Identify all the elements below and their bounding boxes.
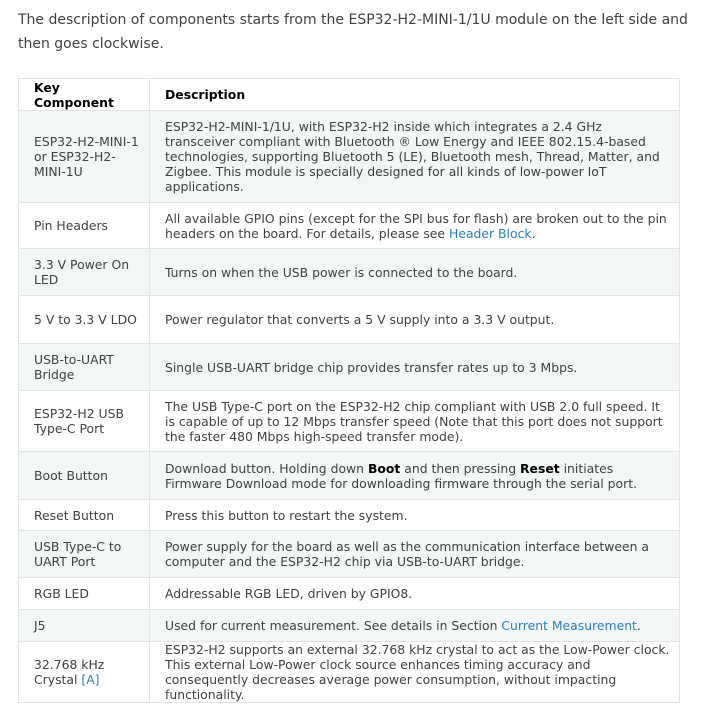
component-cell: USB Type-C to UART Port [19,531,150,578]
description-cell: Press this button to restart the system. [150,500,680,531]
description-text: Used for current measurement. See details in Section [165,618,502,633]
intro-paragraph: The description of components starts from the ESP32-H2-MINI-1/1U module on the left side and then goes clockwise. [18,12,688,52]
description-text: and then pressing [400,460,520,476]
component-cell [19,642,150,703]
description-text: . [636,618,641,633]
description-text: Download button. Holding down [165,460,368,476]
description-cell: Turns on when the USB power is connected to the board. [150,249,680,296]
table-row [19,642,680,703]
component-cell: USB-to-UART Bridge [19,344,150,391]
component-cell: Boot Button [19,452,150,500]
table-row [19,344,680,391]
component-cell: Pin Headers [19,203,150,249]
description-text: initiates Firmware Download mode for downloading firmware through the serial port. [165,460,638,491]
table-row [19,296,680,344]
description-cell: Single USB-UART bridge chip provides transfer rates up to 3 Mbps. [150,344,680,391]
table-row [19,391,680,452]
description-text: All available GPIO pins (except for the SPI bus for flash) are broken out to the pin headers on the board. For details, please see [165,210,667,241]
description-cell [150,452,680,500]
description-cell [150,610,680,642]
header-key-component: Key Component [19,79,150,111]
table-row [19,452,680,500]
current-measurement-link[interactable]: Current Measurement [501,618,637,633]
table-header-row [19,79,680,111]
component-cell: ESP32-H2 USB Type-C Port [19,391,150,452]
description-cell: Power regulator that converts a 5 V supply into a 3.3 V output. [150,296,680,344]
boot-bold-text: Boot [367,460,401,476]
table-row [19,500,680,531]
component-cell: 3.3 V Power On LED [19,249,150,296]
header-block-link[interactable]: Header Block [449,225,532,241]
header-description: Description [150,79,680,111]
reset-bold-text: Reset [520,460,560,476]
component-cell: RGB LED [19,578,150,610]
description-text: . [531,225,536,241]
description-cell: ESP32-H2-MINI-1/1U, with ESP32-H2 inside which integrates a 2.4 GHz transceiver compliant with Bluetooth ® Low Energy and IEEE 802.15.4-based technologies, supporting Bluetooth 5 (LE), Bluetooth mesh, Thread, Matter, and Zigbee. This module is specially designed for all kinds of low-power IoT applications. [150,111,680,203]
table-row [19,203,680,249]
description-cell: Addressable RGB LED, driven by GPIO8. [150,578,680,610]
component-cell: 5 V to 3.3 V LDO [19,296,150,344]
component-cell: Reset Button [19,500,150,531]
table-row [19,531,680,578]
component-cell: J5 [19,610,150,642]
description-cell: The USB Type-C port on the ESP32-H2 chip compliant with USB 2.0 full speed. It is capable of up to 12 Mbps transfer speed (Note that this port does not support the faster 480 Mbps high-speed transfer mode). [150,391,680,452]
table-row [19,610,680,642]
table-row [19,249,680,296]
table-row [19,111,680,203]
component-cell: ESP32-H2-MINI-1 or ESP32-H2-MINI-1U [19,111,150,203]
components-table [18,78,680,703]
description-cell: ESP32-H2 supports an external 32.768 kHz crystal to act as the Low-Power clock. This external Low-Power clock source enhances timing accuracy and consequently decreases average power consumption, without impacting functionality. [150,642,680,703]
description-cell: Power supply for the board as well as the communication interface between a computer and the ESP32-H2 chip via USB-to-UART bridge. [150,531,680,578]
description-cell [150,203,680,249]
component-text: 32.768 kHz Crystal [34,657,105,687]
table-row [19,578,680,610]
footnote-a-link[interactable]: [A] [81,672,100,687]
